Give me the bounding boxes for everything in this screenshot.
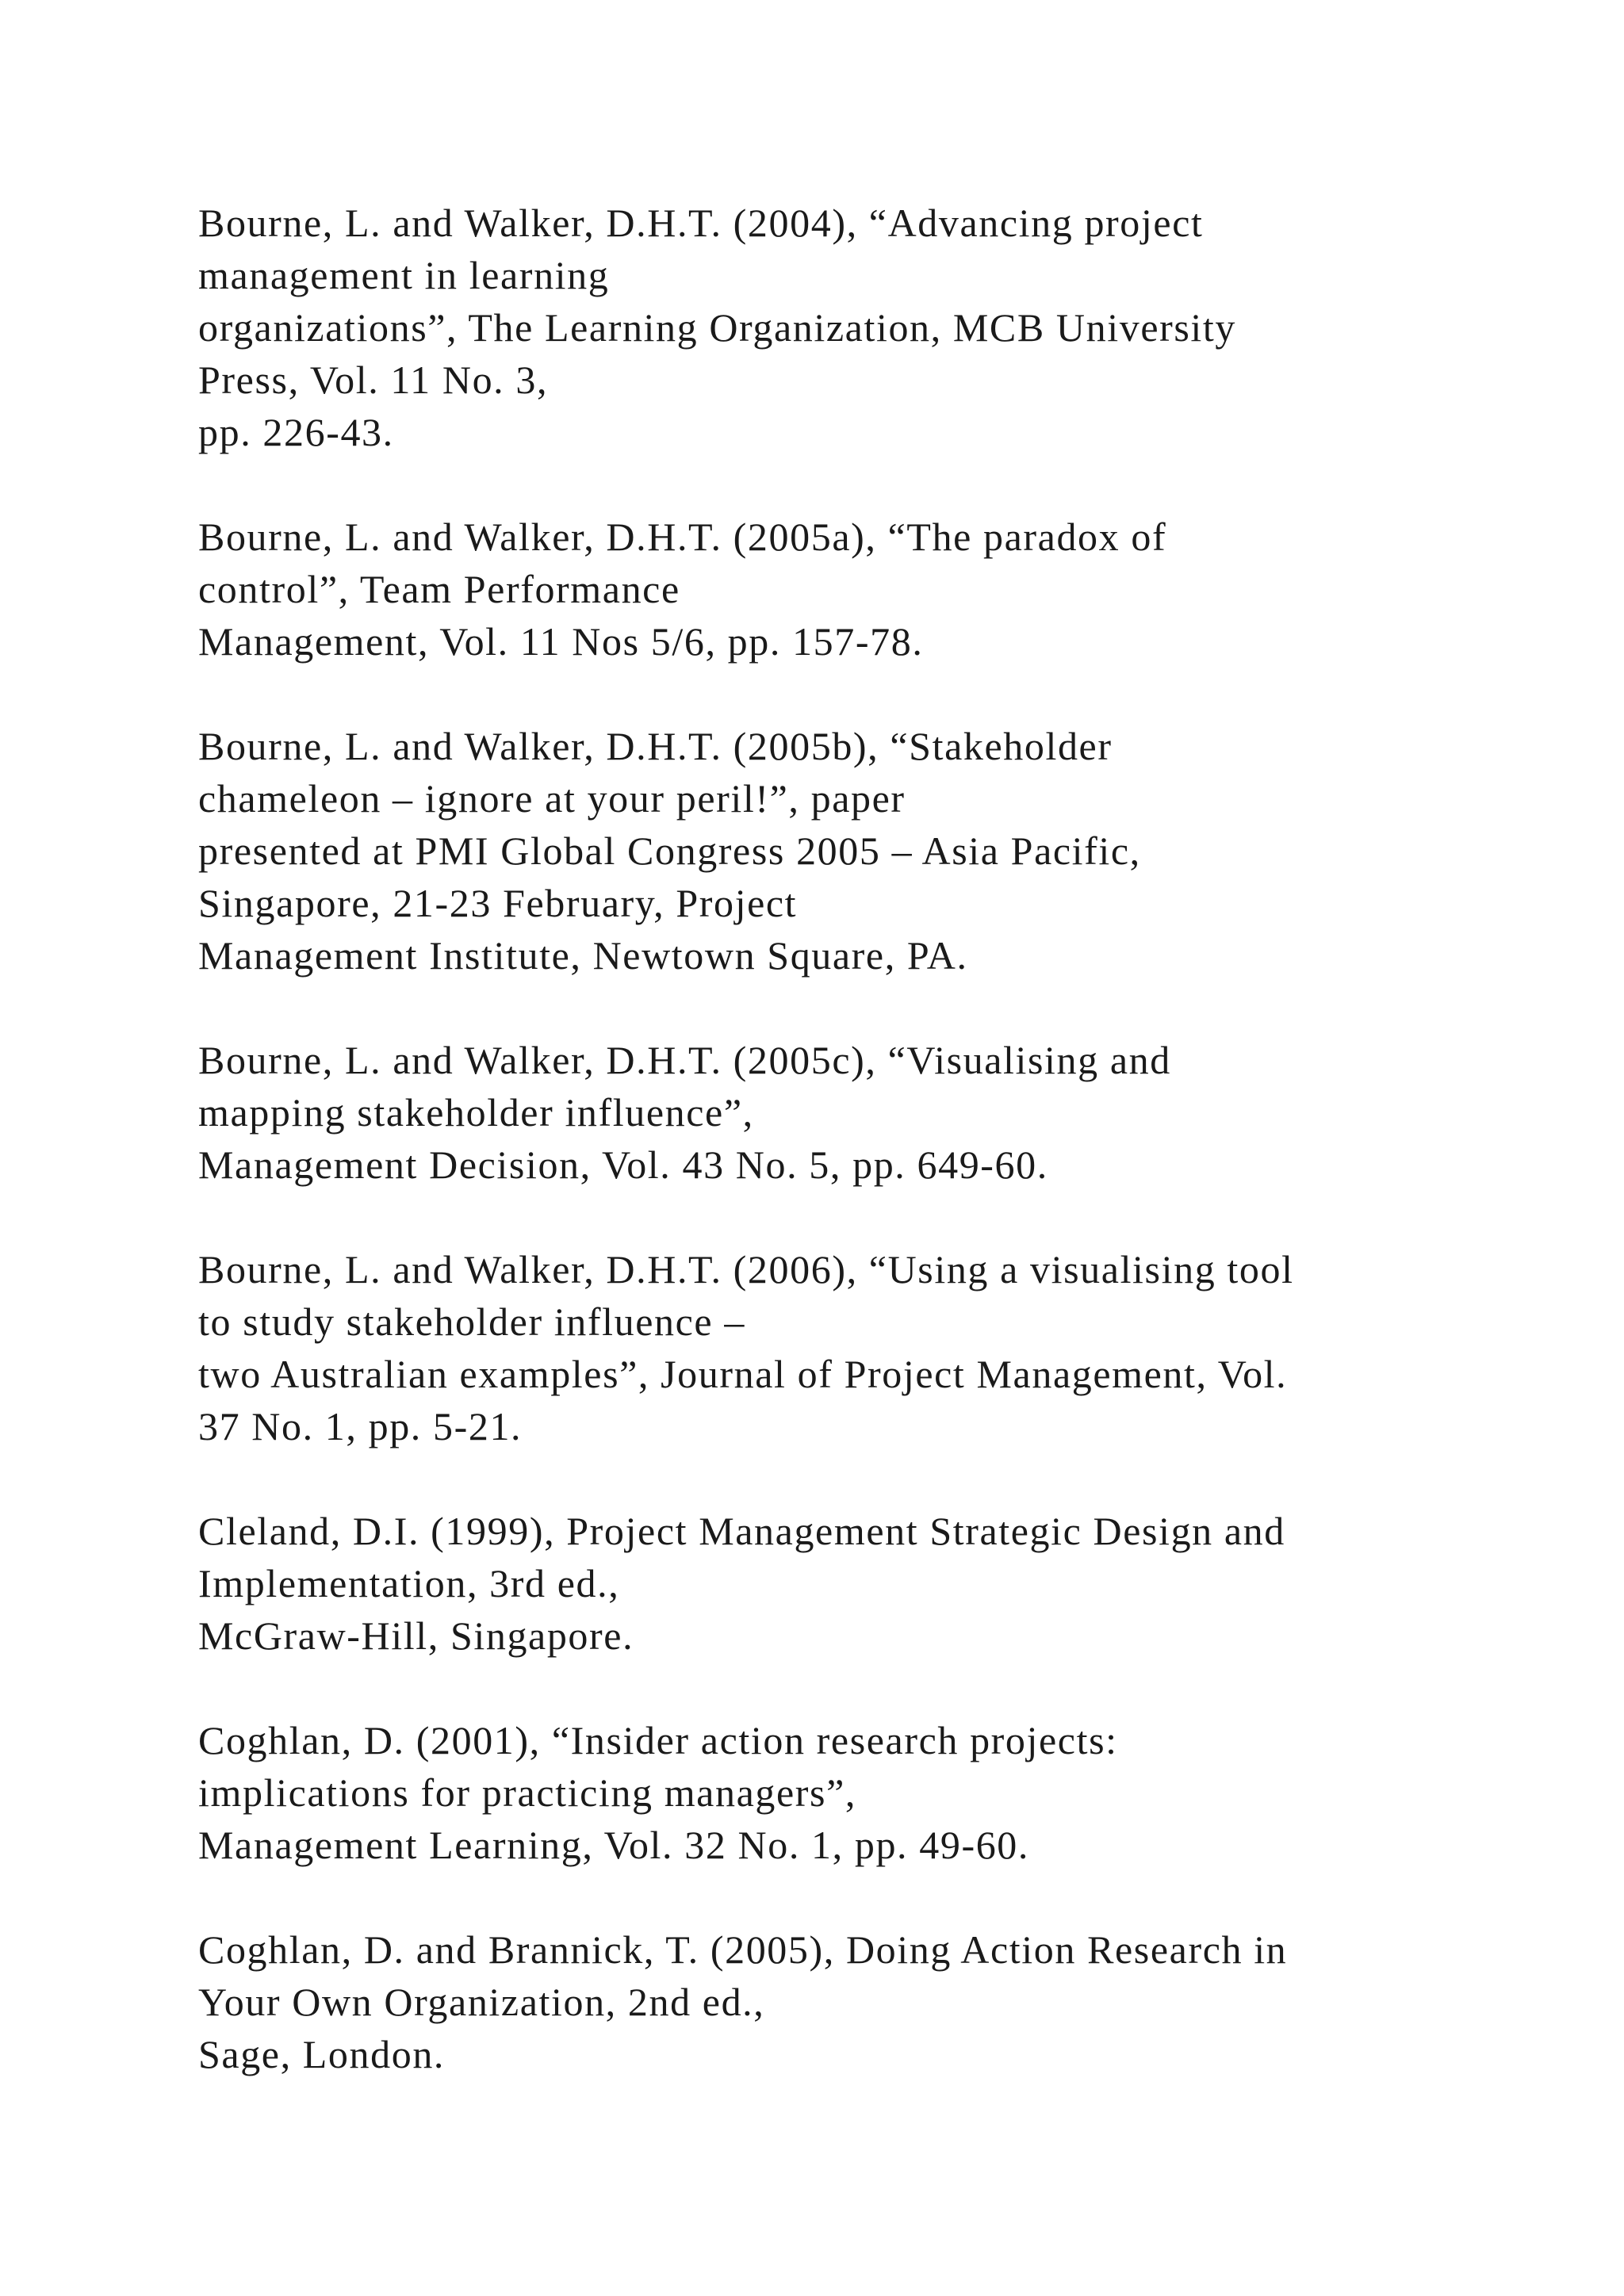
- reference-line: management in learning: [198, 253, 610, 297]
- reference-line: 37 No. 1, pp. 5-21.: [198, 1404, 523, 1448]
- reference-entry-bourne-2004: [198, 197, 1546, 458]
- reference-line: Sage, London.: [198, 2032, 446, 2076]
- reference-line: mapping stakeholder influence”,: [198, 1090, 754, 1135]
- reference-line: Management Learning, Vol. 32 No. 1, pp. 49-60.: [198, 1823, 1029, 1867]
- reference-line: Your Own Organization, 2nd ed.,: [198, 1980, 765, 2024]
- reference-entry-coghlan-2001: [198, 1714, 1546, 1871]
- reference-entry-bourne-2006: [198, 1243, 1546, 1452]
- reference-line: two Australian examples”, Journal of Project Management, Vol.: [198, 1352, 1288, 1396]
- reference-line: Bourne, L. and Walker, D.H.T. (2004), “Advancing project: [198, 201, 1204, 245]
- reference-list: [198, 197, 1546, 2080]
- reference-line: Cleland, D.I. (1999), Project Management Strategic Design and: [198, 1509, 1285, 1553]
- reference-entry-bourne-2005a: [198, 511, 1546, 668]
- reference-line: implications for practicing managers”,: [198, 1770, 856, 1815]
- reference-line: pp. 226-43.: [198, 410, 394, 454]
- reference-line: Press, Vol. 11 No. 3,: [198, 358, 549, 402]
- reference-line: Singapore, 21-23 February, Project: [198, 881, 798, 925]
- reference-line: Bourne, L. and Walker, D.H.T. (2006), “Using a visualising tool: [198, 1247, 1294, 1292]
- reference-entry-bourne-2005c: [198, 1034, 1546, 1191]
- reference-line: Bourne, L. and Walker, D.H.T. (2005a), “The paradox of: [198, 515, 1167, 559]
- reference-line: control”, Team Performance: [198, 567, 680, 611]
- reference-line: Management, Vol. 11 Nos 5/6, pp. 157-78.: [198, 619, 924, 664]
- reference-line: Coghlan, D. (2001), “Insider action research projects:: [198, 1718, 1118, 1762]
- reference-line: Coghlan, D. and Brannick, T. (2005), Doing Action Research in: [198, 1927, 1288, 1972]
- reference-line: Management Institute, Newtown Square, PA.: [198, 933, 968, 978]
- reference-line: Bourne, L. and Walker, D.H.T. (2005b), “Stakeholder: [198, 724, 1113, 768]
- reference-entry-bourne-2005b: [198, 720, 1546, 982]
- reference-entry-cleland-1999: [198, 1505, 1546, 1662]
- reference-line: to study stakeholder influence –: [198, 1299, 745, 1344]
- reference-line: Bourne, L. and Walker, D.H.T. (2005c), “Visualising and: [198, 1038, 1171, 1082]
- reference-line: organizations”, The Learning Organization, MCB University: [198, 305, 1236, 350]
- reference-line: presented at PMI Global Congress 2005 – Asia Pacific,: [198, 828, 1141, 873]
- reference-line: chameleon – ignore at your peril!”, paper: [198, 776, 906, 821]
- reference-entry-coghlan-brannick-2005: [198, 1923, 1546, 2080]
- reference-line: McGraw-Hill, Singapore.: [198, 1613, 634, 1658]
- reference-line: Management Decision, Vol. 43 No. 5, pp. 649-60.: [198, 1142, 1048, 1187]
- reference-line: Implementation, 3rd ed.,: [198, 1561, 620, 1605]
